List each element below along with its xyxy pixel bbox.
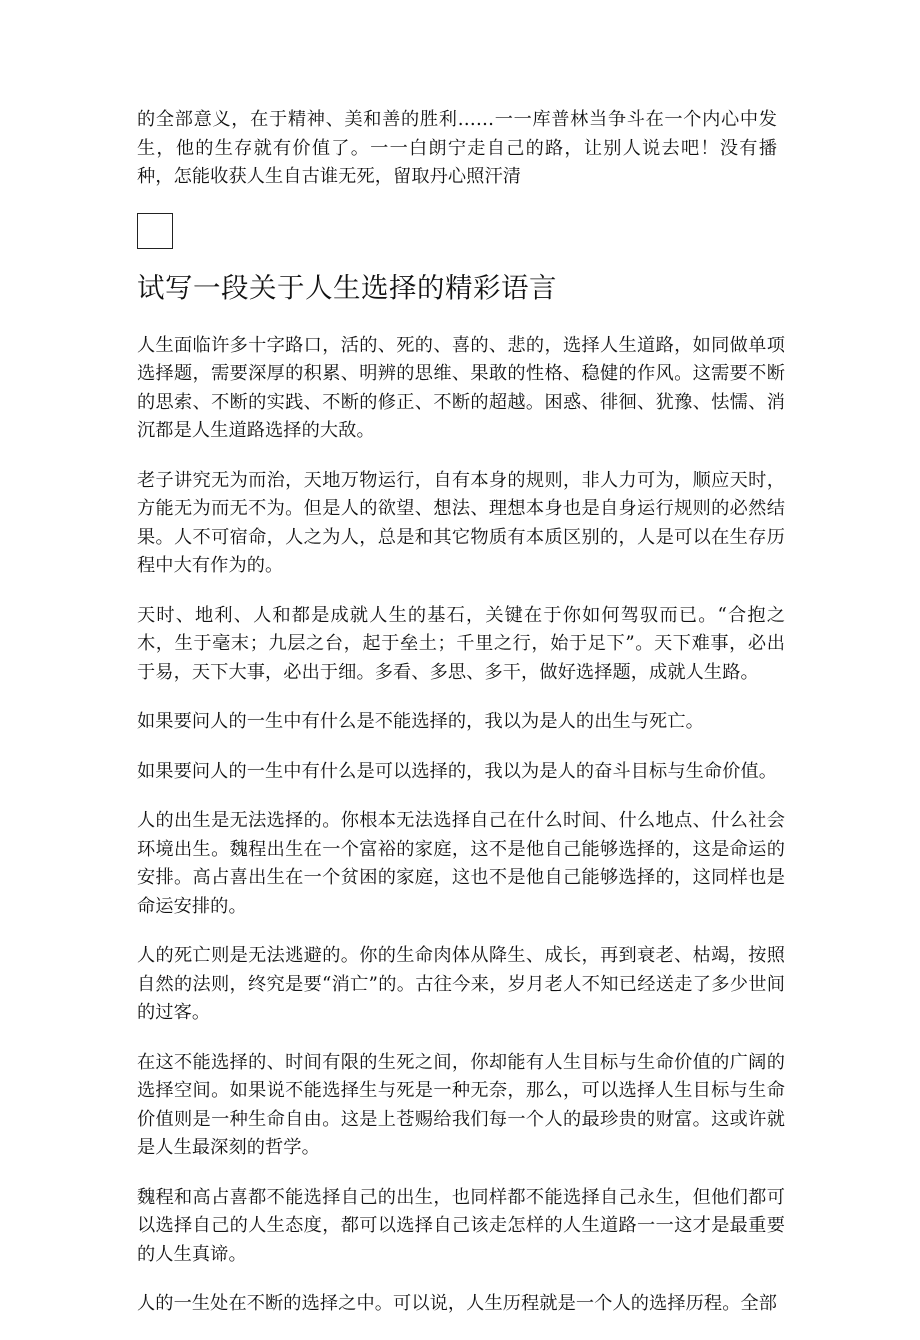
body-paragraph: 人生面临许多十字路口，活的、死的、喜的、悲的，选择人生道路，如同做单项选择题，需要深厚的积累、明辨的思维、果敢的性格、稳健的作风。这需要不断的思索、不断的实践、不断的修正、不断的超越。困惑、徘徊、犹豫、怯懦、消沉都是人生道路选择的大敌。: [137, 334, 785, 441]
body-paragraph: 如果要问人的一生中有什么是不能选择的，我以为是人的出生与死亡。: [137, 711, 704, 732]
body-paragraph: 老子讲究无为而治，天地万物运行，自有本身的规则，非人力可为，顺应天时，方能无为而无不为。但是人的欲望、想法、理想本身也是自身运行规则的必然结果。人不可宿命，人之为人，总是和其它物质有本质区别的，人是可以在生存历程中大有作为的。: [137, 469, 785, 576]
intro-paragraph: 的全部意义，在于精神、美和善的胜利……一一库普林当争斗在一个内心中发生，他的生存就有价值了。一一白朗宁走自己的路，让别人说去吧！没有播种，怎能收获人生自古谁无死，留取丹心照汗清: [137, 109, 777, 187]
body-paragraph: 在这不能选择的、时间有限的生死之间，你却能有人生目标与生命价值的广阔的选择空间。如果说不能选择生与死是一种无奈，那么，可以选择人生目标与生命价值则是一种生命自由。这是上苍赐给我们每一个人的最珍贵的财富。这或许就是人生最深刻的哲学。: [137, 1051, 785, 1158]
checkbox-icon[interactable]: [137, 213, 173, 249]
section-heading: 试写一段关于人生选择的精彩语言: [137, 271, 557, 304]
body-paragraph: 人的出生是无法选择的。你根本无法选择自己在什么时间、什么地点、什么社会环境出生。魏程出生在一个富裕的家庭，这不是他自己能够选择的，这是命运的安排。高占喜出生在一个贫困的家庭，这也不是他自己能够选择的，这同样也是命运安排的。: [137, 810, 785, 917]
body-paragraph: 人的一生处在不断的选择之中。可以说，人生历程就是一个人的选择历程。全部: [137, 1293, 778, 1314]
body-paragraph: 天时、地利、人和都是成就人生的基石，关键在于你如何驾驭而已。“合抱之木，生于毫末；九层之台，起于垒土；千里之行，始于足下”。天下难事，必出于易，天下大事，必出于细。多看、多思、多干，做好选择题，成就人生路。: [137, 604, 785, 683]
document-page: [137, 106, 785, 1340]
body-paragraph: 魏程和高占喜都不能选择自己的出生，也同样都不能选择自己永生，但他们都可以选择自己的人生态度，都可以选择自己该走怎样的人生道路一一这才是最重要的人生真谛。: [137, 1186, 785, 1265]
body-paragraph: 人的死亡则是无法逃避的。你的生命肉体从降生、成长，再到衰老、枯竭，按照自然的法则，终究是要“消亡”的。古往今来，岁月老人不知已经送走了多少世间的过客。: [137, 945, 785, 1023]
body-paragraph: 如果要问人的一生中有什么是可以选择的，我以为是人的奋斗目标与生命价值。: [137, 760, 778, 782]
